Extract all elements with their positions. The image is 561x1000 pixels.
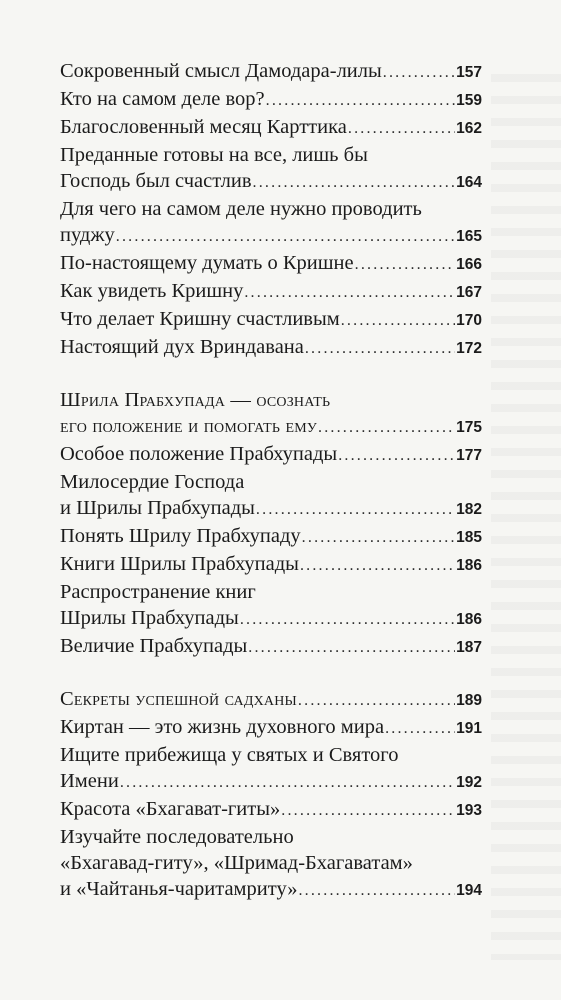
toc-entry-title: Как увидеть Кришну xyxy=(60,280,244,302)
toc-entry[interactable] xyxy=(60,86,482,114)
dot-leader xyxy=(338,443,455,469)
toc-entry-line xyxy=(60,742,482,768)
toc-page-number: 175 xyxy=(456,419,482,436)
toc-entry-line xyxy=(60,334,482,362)
toc-entry-line xyxy=(60,413,482,441)
dot-leader xyxy=(348,116,455,142)
toc-entry[interactable] xyxy=(60,250,482,278)
toc-entry[interactable] xyxy=(60,58,482,86)
toc-page-number: 193 xyxy=(456,802,482,819)
toc-entry-line xyxy=(60,86,482,114)
toc-entry[interactable] xyxy=(60,278,482,306)
toc-entry-title: Настоящий дух Вриндавана xyxy=(60,336,304,358)
toc-entry-title: Что делает Кришну счастливым xyxy=(60,308,340,330)
toc-page-number: 166 xyxy=(456,256,482,273)
toc-entry-line xyxy=(60,142,482,168)
toc-entry-line xyxy=(60,796,482,824)
toc-entry-line xyxy=(60,306,482,334)
toc-entry-title: Шрила Прабхупада — осознать xyxy=(60,389,331,411)
toc-entry-line xyxy=(60,605,482,633)
toc-entry-title: Милосердие Господа xyxy=(60,471,245,493)
dot-leader xyxy=(120,770,455,796)
toc-entry-line xyxy=(60,168,482,196)
toc-page-number: 194 xyxy=(456,882,482,899)
toc-entry-title: Изучайте последовательно xyxy=(60,826,294,848)
toc-page-number: 162 xyxy=(456,120,482,137)
toc-entry-title: Господь был счастлив xyxy=(60,170,252,192)
dot-leader xyxy=(281,798,455,824)
dot-leader xyxy=(385,716,455,742)
toc-entry-title: его положение и помогать ему xyxy=(60,415,317,437)
toc-page-number: 186 xyxy=(456,611,482,628)
toc-entry-title: Красота «Бхагават-гиты» xyxy=(60,798,281,820)
dot-leader xyxy=(298,878,455,904)
toc-page-number: 164 xyxy=(456,174,482,191)
dot-leader xyxy=(383,60,455,86)
toc-entry-line xyxy=(60,58,482,86)
toc-page-number: 170 xyxy=(456,312,482,329)
toc-entry[interactable] xyxy=(60,387,482,441)
toc-entry-line xyxy=(60,278,482,306)
toc-entry-line xyxy=(60,633,482,661)
toc-entry-title: Преданные готовы на все, лишь бы xyxy=(60,144,368,166)
toc-entry-line xyxy=(60,196,482,222)
toc-entry-line xyxy=(60,768,482,796)
toc-entry[interactable] xyxy=(60,633,482,661)
toc-entry-title: Благословенный месяц Карттика xyxy=(60,116,347,138)
toc-entry-line xyxy=(60,850,482,876)
section-gap xyxy=(60,362,482,387)
toc-entry-title: Величие Прабхупады xyxy=(60,635,248,657)
toc-page-number: 167 xyxy=(456,284,482,301)
toc-entry[interactable] xyxy=(60,441,482,469)
toc-entry-title: Распространение книг xyxy=(60,581,256,603)
toc-entry[interactable] xyxy=(60,334,482,362)
dot-leader xyxy=(318,415,455,441)
toc-entry-line xyxy=(60,441,482,469)
bleed-through xyxy=(491,60,561,960)
toc-section xyxy=(60,686,482,904)
toc-page-number: 189 xyxy=(456,692,482,709)
toc-entry-line xyxy=(60,579,482,605)
toc-entry-title: Шрилы Прабхупады xyxy=(60,607,239,629)
toc-section xyxy=(60,387,482,661)
toc-entry[interactable] xyxy=(60,796,482,824)
toc-entry-title: Кто на самом деле вор? xyxy=(60,88,265,110)
toc-entry-title: «Бхагавад-гиту», «Шримад-Бхагаватам» xyxy=(60,852,413,874)
dot-leader xyxy=(355,252,455,278)
toc-entry-line xyxy=(60,824,482,850)
toc-entry[interactable] xyxy=(60,523,482,551)
toc-page-number: 177 xyxy=(456,447,482,464)
dot-leader xyxy=(116,224,455,250)
toc-entry-line xyxy=(60,250,482,278)
toc-entry[interactable] xyxy=(60,824,482,904)
table-of-contents xyxy=(60,58,482,904)
toc-page-number: 182 xyxy=(456,501,482,518)
toc-entry-title: Секреты успешной садханы xyxy=(60,688,297,710)
toc-entry[interactable] xyxy=(60,551,482,579)
toc-entry-line xyxy=(60,469,482,495)
toc-page-number: 187 xyxy=(456,639,482,656)
toc-entry[interactable] xyxy=(60,306,482,334)
toc-page-number: 192 xyxy=(456,774,482,791)
toc-entry-line xyxy=(60,876,482,904)
toc-entry[interactable] xyxy=(60,714,482,742)
dot-leader xyxy=(300,553,455,579)
toc-entry-line xyxy=(60,387,482,413)
toc-entry-title: пуджу xyxy=(60,224,115,246)
toc-entry[interactable] xyxy=(60,196,482,250)
toc-entry[interactable] xyxy=(60,579,482,633)
toc-entry-title: Ищите прибежища у святых и Святого xyxy=(60,744,399,766)
toc-entry-title: Понять Шрилу Прабхупаду xyxy=(60,525,301,547)
dot-leader xyxy=(302,525,455,551)
toc-entry-title: Особое положение Прабхупады xyxy=(60,443,338,465)
dot-leader xyxy=(341,308,455,334)
toc-entry-title: Сокровенный смысл Дамодара-лилы xyxy=(60,60,382,82)
toc-entry-title: Имени xyxy=(60,770,119,792)
dot-leader xyxy=(248,635,455,661)
toc-entry-line xyxy=(60,114,482,142)
toc-page-number: 165 xyxy=(456,228,482,245)
toc-entry-line xyxy=(60,523,482,551)
section-gap xyxy=(60,661,482,686)
dot-leader xyxy=(266,88,455,114)
toc-page-number: 191 xyxy=(456,720,482,737)
toc-page-number: 159 xyxy=(456,92,482,109)
dot-leader xyxy=(244,280,455,306)
toc-entry-title: Книги Шрилы Прабхупады xyxy=(60,553,299,575)
toc-entry-line xyxy=(60,551,482,579)
toc-entry-title: Для чего на самом деле нужно проводить xyxy=(60,198,422,220)
toc-entry-title: и «Чайтанья-чаритамриту» xyxy=(60,878,298,900)
dot-leader xyxy=(256,497,455,523)
toc-page-number: 172 xyxy=(456,340,482,357)
toc-page-number: 157 xyxy=(456,64,482,81)
toc-entry-title: Киртан — это жизнь духовного мира xyxy=(60,716,385,738)
toc-entry-title: и Шрилы Прабхупады xyxy=(60,497,255,519)
toc-page-number: 185 xyxy=(456,529,482,546)
dot-leader xyxy=(298,688,455,714)
toc-entry[interactable] xyxy=(60,742,482,796)
toc-entry[interactable] xyxy=(60,114,482,142)
toc-entry[interactable] xyxy=(60,686,482,714)
dot-leader xyxy=(253,170,456,196)
toc-section xyxy=(60,58,482,362)
toc-page-number: 186 xyxy=(456,557,482,574)
toc-entry-line xyxy=(60,495,482,523)
toc-entry-title: По-настоящему думать о Кришне xyxy=(60,252,354,274)
toc-entry[interactable] xyxy=(60,469,482,523)
dot-leader xyxy=(240,607,455,633)
dot-leader xyxy=(305,336,455,362)
toc-entry-line xyxy=(60,714,482,742)
toc-entry[interactable] xyxy=(60,142,482,196)
toc-entry-line xyxy=(60,222,482,250)
toc-entry-line xyxy=(60,686,482,714)
